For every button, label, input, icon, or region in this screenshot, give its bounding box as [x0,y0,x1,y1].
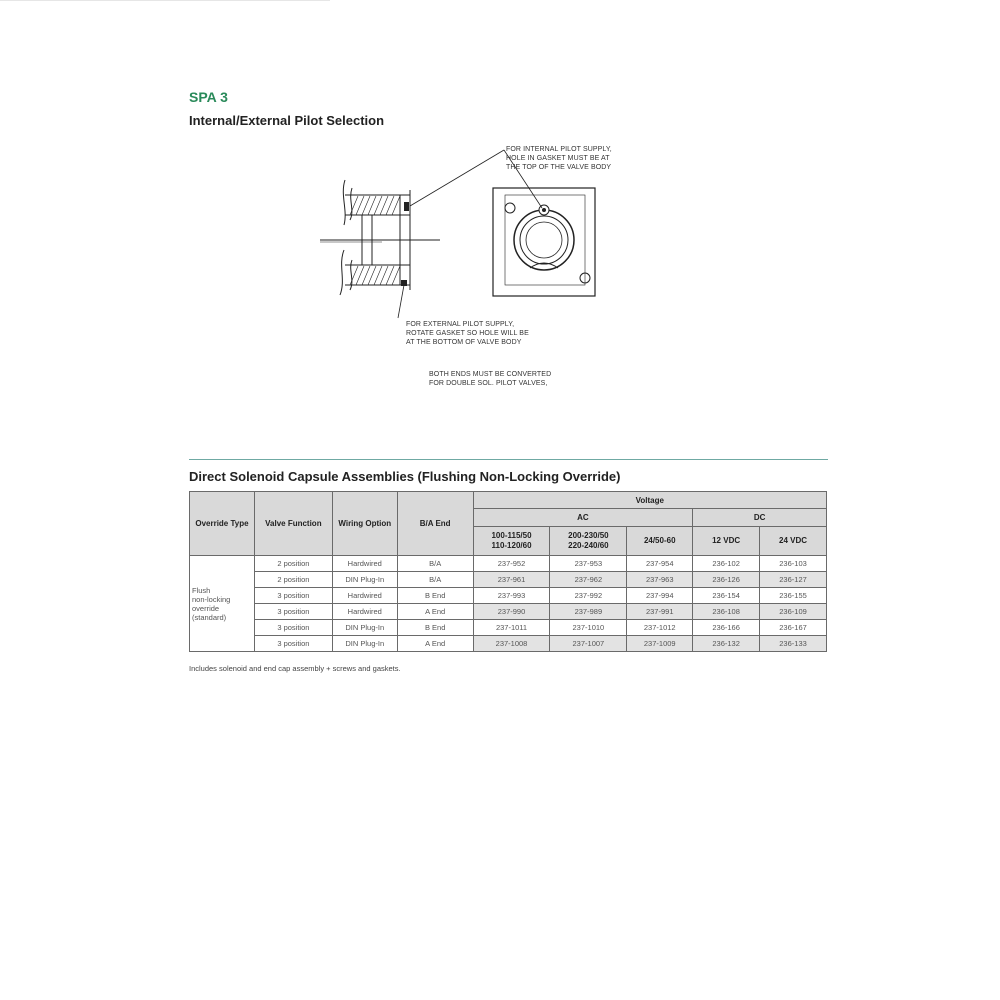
gasket-top [404,202,409,211]
cell-part: 236-102 [693,556,760,572]
section-code: SPA 3 [189,89,228,105]
table-title: Direct Solenoid Capsule Assemblies (Flushing Non-Locking Override) [189,469,621,484]
header-ba-end: B/A End [397,492,473,556]
cell-part: 236-132 [693,636,760,652]
cell-part: 236-127 [760,572,827,588]
valve-end-view [493,188,595,296]
capsule-assemblies-table [189,491,827,652]
table-footnote: Includes solenoid and end cap assembly + screws and gaskets. [189,664,401,673]
cell-part: 237-989 [550,604,627,620]
cell-part: 237-993 [473,588,550,604]
cell-part: 237-1008 [473,636,550,652]
cell-end: B End [397,588,473,604]
cell-wiring: DIN Plug-In [332,572,397,588]
cell-function: 2 position [254,556,332,572]
cell-wiring: Hardwired [332,556,397,572]
cell-part: 236-109 [760,604,827,620]
cell-part: 237-962 [550,572,627,588]
note-internal-line-2: HOLE IN GASKET MUST BE AT [506,155,610,162]
cell-end: B End [397,620,473,636]
note-both-line-2: FOR DOUBLE SOL. PILOT VALVES, [429,380,548,387]
cell-part: 237-952 [473,556,550,572]
header-dc: DC [693,509,827,527]
cell-function: 3 position [254,604,332,620]
note-external-line-3: AT THE BOTTOM OF VALVE BODY [406,339,522,346]
cell-part: 237-994 [627,588,693,604]
cell-wiring: DIN Plug-In [332,620,397,636]
cell-part: 237-961 [473,572,550,588]
header-voltage: Voltage [473,492,826,509]
cell-part: 237-1012 [627,620,693,636]
override-type-cell: Flush non-locking override (standard) [190,556,255,652]
cell-function: 3 position [254,620,332,636]
cell-wiring: DIN Plug-In [332,636,397,652]
cell-function: 3 position [254,636,332,652]
cell-end: B/A [397,572,473,588]
cell-function: 3 position [254,588,332,604]
header-voltage-24ac: 24/50-60 [627,527,693,556]
valve-cross-section [320,180,440,295]
top-divider [0,0,330,1]
header-wiring-option: Wiring Option [332,492,397,556]
cell-part: 236-167 [760,620,827,636]
note-both-line-1: BOTH ENDS MUST BE CONVERTED [429,371,552,378]
table-row [190,604,827,620]
header-voltage-24vdc: 24 VDC [760,527,827,556]
cell-part: 237-991 [627,604,693,620]
section-title: Internal/External Pilot Selection [189,113,385,128]
cell-part: 237-990 [473,604,550,620]
table-row [190,636,827,652]
cell-part: 237-992 [550,588,627,604]
hatching [350,196,400,285]
table-row [190,572,827,588]
header-voltage-200-230: 200-230/50 220-240/60 [550,527,627,556]
cell-end: A End [397,604,473,620]
gasket-hole [542,208,546,212]
pilot-selection-diagram [300,140,640,395]
note-external-line-1: FOR EXTERNAL PILOT SUPPLY, [406,321,515,328]
cell-part: 236-108 [693,604,760,620]
cell-part: 237-963 [627,572,693,588]
header-override-type: Override Type [190,492,255,556]
header-voltage-100-115: 100-115/50 110-120/60 [473,527,550,556]
cell-part: 236-103 [760,556,827,572]
cell-part: 236-133 [760,636,827,652]
note-internal-line-3: THE TOP OF THE VALVE BODY [506,164,612,171]
cell-part: 236-126 [693,572,760,588]
cell-part: 237-953 [550,556,627,572]
table-row [190,620,827,636]
cell-end: A End [397,636,473,652]
header-ac: AC [473,509,693,527]
cell-part: 237-954 [627,556,693,572]
cell-part: 237-1010 [550,620,627,636]
cell-part: 236-166 [693,620,760,636]
cell-function: 2 position [254,572,332,588]
cell-part: 237-1011 [473,620,550,636]
note-external-line-2: ROTATE GASKET SO HOLE WILL BE [406,330,529,337]
cell-part: 236-154 [693,588,760,604]
cell-part: 237-1007 [550,636,627,652]
cell-wiring: Hardwired [332,588,397,604]
cell-wiring: Hardwired [332,604,397,620]
note-internal-line-1: FOR INTERNAL PILOT SUPPLY, [506,146,612,153]
header-voltage-12vdc: 12 VDC [693,527,760,556]
table-row [190,588,827,604]
section-divider [189,459,828,460]
cell-part: 237-1009 [627,636,693,652]
cell-end: B/A [397,556,473,572]
header-valve-function: Valve Function [254,492,332,556]
table-row [190,556,827,572]
cell-part: 236-155 [760,588,827,604]
